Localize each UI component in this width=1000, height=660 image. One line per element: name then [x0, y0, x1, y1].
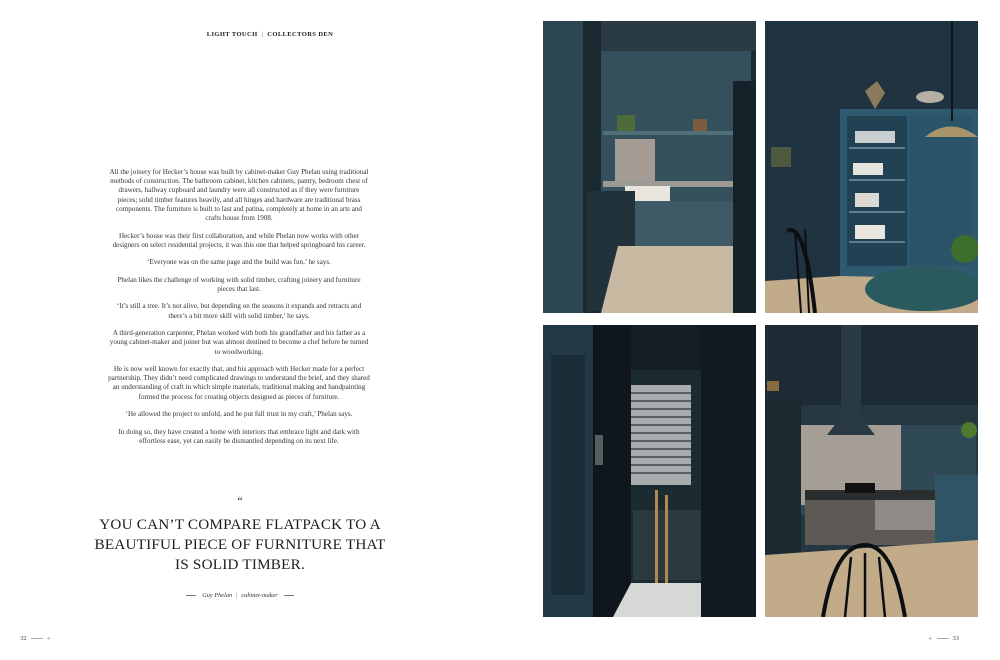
article-body [108, 168, 370, 454]
photo-stainless-kitchen [765, 325, 978, 617]
kitchen-corridor-illustration [543, 21, 756, 313]
pull-quote: YOU CAN’T COMPARE FLATPACK TO A BEAUTIFUL PIECE OF FURNITURE THAT IS SOLID TIMBER. [94, 516, 386, 573]
article-paragraph: He is now well known for exactly that, and his approach with Hecker made for a perfect partnership. They didn’t need complicated drawings to understand the brief, and they shared an understanding of craft in which simple materials, traditional making and handpainting formed the process for creating objects designed as pieces of furniture. [108, 365, 370, 401]
stainless-kitchen-illustration [765, 325, 978, 617]
plus-ornament-icon: + [46, 634, 52, 643]
article-paragraph: A third-generation carpenter, Phelan worked with both his grandfather and his father as a young cabinet-maker and joiner but was almost destined to become a chef before he turned to woodworking. [109, 329, 369, 356]
attribution-separator: | [236, 592, 238, 599]
attribution-name: Guy Phelan [202, 592, 233, 599]
photo-display-cabinet [765, 21, 978, 313]
article-paragraph: ‘It’s still a tree. It’s not alive, but depending on the seasons it expands and retracts and there’s a bit more skill with solid timber,’ he says. [116, 302, 362, 320]
quote-attribution [150, 592, 330, 599]
attribution-rule-left [186, 595, 196, 596]
photo-bathroom-doorway [543, 325, 756, 617]
folio-right [928, 634, 959, 643]
article-paragraph: In doing so, they have created a home with interiors that embrace light and dark with effortless ease, yet can easily be dismantled depending on its next life. [118, 427, 360, 445]
bathroom-doorway-illustration [543, 325, 756, 617]
attribution-role: cabinet-maker [241, 592, 278, 599]
article-paragraph: Phelan likes the challenge of working with solid timber, crafting joinery and furniture pieces that last. [117, 275, 361, 293]
article-paragraph: ‘He allowed the project to unfold, and he put full trust in my craft,’ Phelan says. [125, 410, 353, 419]
plus-ornament-icon: + [928, 634, 933, 643]
display-cabinet-illustration [765, 21, 978, 313]
page-header [150, 31, 390, 38]
page-number-left: 32 [20, 635, 27, 642]
folio-left [20, 634, 51, 643]
folio-rule [937, 638, 949, 639]
page-number-right: 33 [952, 635, 960, 642]
quote-mark: “ [237, 494, 243, 508]
header-category: COLLECTORS DEN [267, 31, 334, 38]
attribution-rule-right [284, 595, 294, 596]
article-paragraph: ‘Everyone was on the same page and the build was fun,’ he says. [147, 258, 331, 267]
photo-kitchen-corridor [543, 21, 756, 313]
header-section: LIGHT TOUCH [206, 31, 258, 38]
folio-rule [31, 638, 43, 639]
article-paragraph: Hecker’s house was their first collaboration, and while Phelan now works with other designers on select residential projects, it was this one that helped springboard his career. [112, 231, 366, 249]
article-paragraph: All the joinery for Hecker’s house was built by cabinet-maker Guy Phelan using traditional methods of construction. The bathroom cabinet, kitchen cabinets, pantry, bedroom chest of drawers, hallway cupboard and laundry were all constructed as if they were furniture pieces; solid timber features heavily, and all hinges and hardware are traditional brass components. The furniture is built to last and patina, completely at home in an arts and crafts house from 1908. [109, 168, 369, 223]
header-separator: | [261, 31, 264, 38]
